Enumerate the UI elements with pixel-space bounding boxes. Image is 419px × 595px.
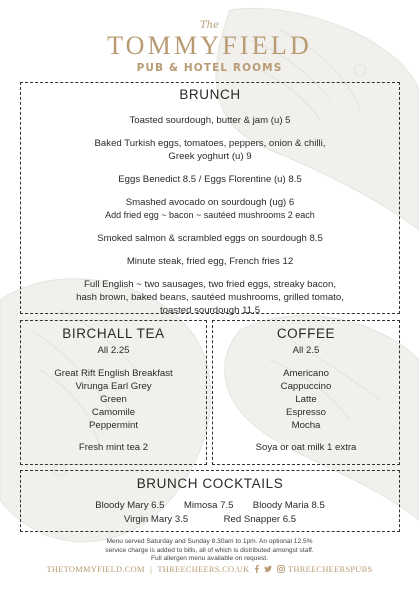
instagram-icon[interactable] xyxy=(277,565,285,576)
tea-title: BIRCHALL TEA xyxy=(62,326,165,341)
brunch-section xyxy=(20,82,400,314)
menu-item-addons: Add fried egg ~ bacon ~ sautéed mushrooms 2 each xyxy=(105,210,315,220)
separator: | xyxy=(150,564,153,574)
website-link-threecheers[interactable]: THREECHEERS.CO.UK xyxy=(157,564,250,574)
brand-name: TOMMYFIELD xyxy=(107,31,312,60)
social-handle[interactable]: THREECHEERSPUBS xyxy=(287,564,373,574)
cocktails-section xyxy=(20,470,400,532)
tea-section xyxy=(20,320,207,465)
coffee-item: Espresso xyxy=(286,407,326,418)
menu-item: Smoked salmon & scrambled eggs on sourdough 8.5 xyxy=(97,233,323,244)
cocktail-item: Bloody Mary 6.5 xyxy=(95,500,165,511)
coffee-title: COFFEE xyxy=(276,326,336,341)
facebook-icon[interactable] xyxy=(253,565,260,576)
tea-extra: Fresh mint tea 2 xyxy=(78,442,149,453)
tea-price: All 2.25 xyxy=(97,345,130,356)
brunch-title: BRUNCH xyxy=(179,87,241,102)
footer-note-line: service charge is added to bills, all of which is distributed amongst staff. xyxy=(105,546,314,554)
menu-item: Full English ~ two sausages, two fried eggs, streaky bacon, xyxy=(84,279,336,290)
cocktails-row-1 xyxy=(21,499,399,512)
brand-the: The xyxy=(199,20,220,31)
coffee-item: Mocha xyxy=(291,420,321,431)
tea-item: Peppermint xyxy=(88,420,139,431)
coffee-extra: Soya or oat milk 1 extra xyxy=(255,442,357,453)
coffee-price: All 2.5 xyxy=(292,345,320,356)
menu-item: Smashed avocado on sourdough (ug) 6 xyxy=(125,197,295,208)
menu-item: Baked Turkish eggs, tomatoes, peppers, onion & chilli, xyxy=(94,138,326,149)
menu-item: Toasted sourdough, butter & jam (u) 5 xyxy=(129,115,291,126)
menu-item: toasted sourdough 11.5 xyxy=(159,305,261,316)
website-link-tommyfield[interactable]: THETOMMYFIELD.COM xyxy=(46,564,145,574)
menu-item: Minute steak, fried egg, French fries 12 xyxy=(126,256,294,267)
twitter-icon[interactable] xyxy=(264,565,272,576)
cocktail-item: Mimosa 7.5 xyxy=(183,500,234,511)
cocktails-title: BRUNCH COCKTAILS xyxy=(136,476,284,491)
footer-note-line: Menu served Saturday and Sunday 8.30am to 1pm. An optional 12.5% xyxy=(106,538,313,545)
tea-item: Great Rift English Breakfast xyxy=(54,368,173,379)
cocktail-item: Virgin Mary 3.5 xyxy=(123,514,189,525)
header xyxy=(0,0,419,82)
coffee-item: Cappuccino xyxy=(280,381,332,392)
tea-item: Virunga Earl Grey xyxy=(75,381,152,392)
footer-links xyxy=(0,565,419,576)
menu-item: Greek yoghurt (u) 9 xyxy=(168,151,252,162)
coffee-item: Americano xyxy=(283,368,329,379)
brand-subtitle: PUB & HOTEL ROOMS xyxy=(136,62,283,74)
coffee-item: Latte xyxy=(295,394,317,405)
cocktails-row-2 xyxy=(21,513,399,526)
tea-item: Camomile xyxy=(91,407,136,418)
footer-note-line: Full allergen menu available on request. xyxy=(151,555,268,563)
footer xyxy=(0,538,419,575)
cocktail-item: Red Snapper 6.5 xyxy=(223,514,297,525)
tea-item: Green xyxy=(100,394,127,405)
menu-item: hash brown, baked beans, sautéed mushrooms, grilled tomato, xyxy=(76,292,344,303)
menu-item: Eggs Benedict 8.5 / Eggs Florentine (u) 8.5 xyxy=(118,174,302,185)
cocktail-item: Bloody Maria 8.5 xyxy=(252,500,325,511)
coffee-section xyxy=(212,320,400,465)
